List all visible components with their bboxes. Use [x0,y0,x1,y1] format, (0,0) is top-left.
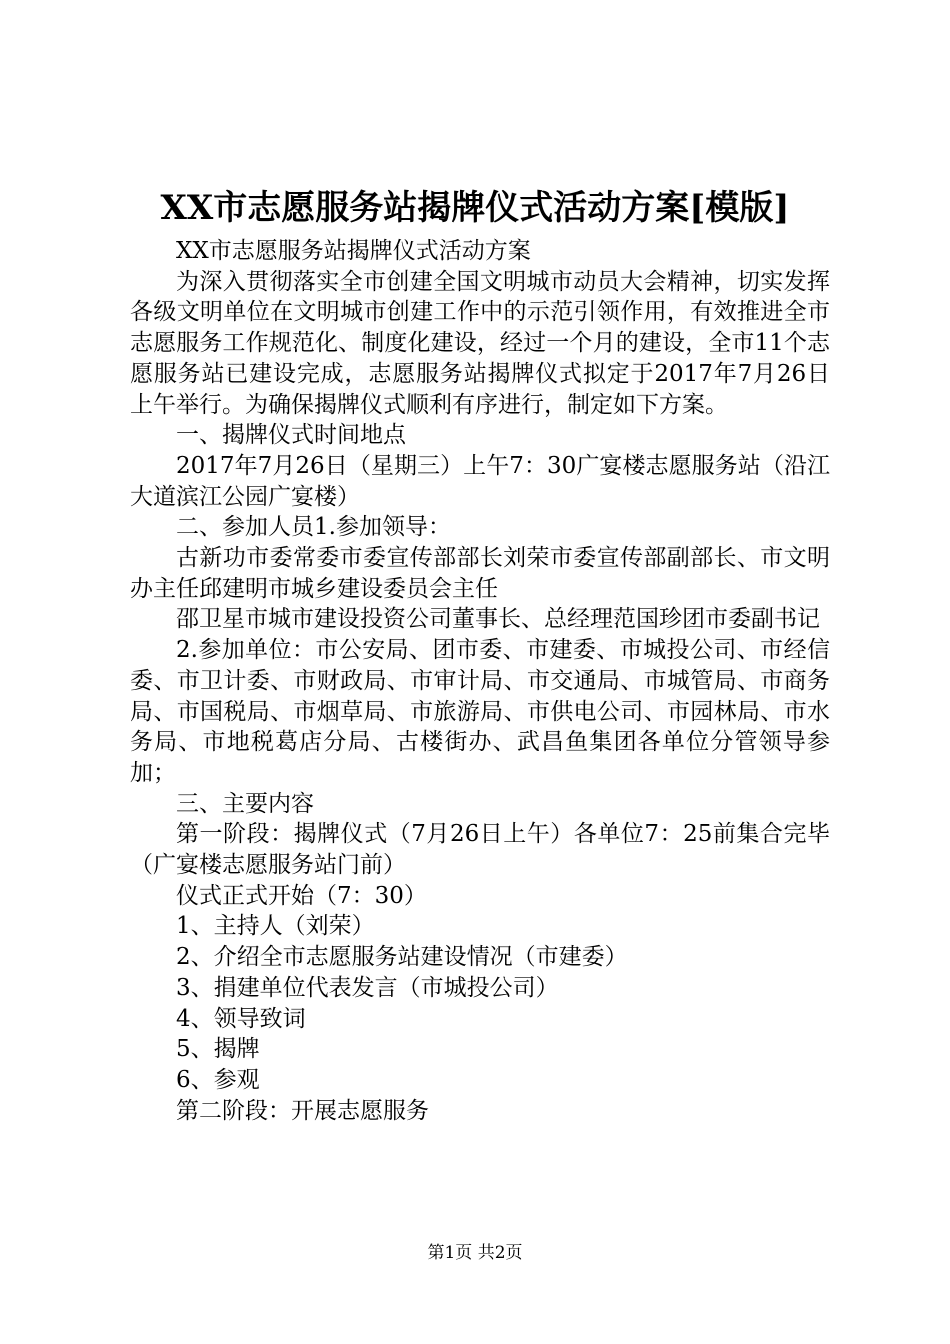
list-item: 4、领导致词 [176,1005,306,1032]
list-item: 3、捐建单位代表发言（市城投公司） [176,974,559,1001]
section-heading-participants: 二、参加人员1.参加领导： [176,514,451,541]
paragraph-leaders-2: 邵卫星市城市建设投资公司董事长、总经理范国珍团市委副书记 [176,606,820,633]
list-item: 5、揭牌 [176,1036,260,1063]
paragraph-units: 2.参加单位：市公安局、团市委、市建委、市城投公司、市经信委、市卫计委、市财政局、市审计局、市交通局、市城管局、市商务局、市国税局、市烟草局、市旅游局、市供电公司、市园林局、市水务局、市地税葛店分局、古楼街办、武昌鱼集团各单位分管领导参加； [130,637,830,786]
list-item: 1、主持人（刘荣） [176,913,375,940]
page-footer: 第1页 共2页 [427,1243,523,1263]
list-item: 2、介绍全市志愿服务站建设情况（市建委） [176,944,628,971]
paragraph-stage-one: 第一阶段：揭牌仪式（7月26日上午）各单位7：25前集合完毕（广宴楼志愿服务站门前） [130,821,830,879]
section-heading-content: 三、主要内容 [176,790,314,817]
list-item: 6、参观 [176,1066,260,1093]
document-title: XX市志愿服务站揭牌仪式活动方案[模版] [160,188,790,228]
document-body [130,236,830,1126]
paragraph-time-place: 2017年7月26日（星期三）上午7：30广宴楼志愿服务站（沿江大道滨江公园广宴楼） [130,452,830,510]
paragraph-subtitle: XX市志愿服务站揭牌仪式活动方案 [176,238,531,264]
paragraph-intro: 为深入贯彻落实全市创建全国文明城市动员大会精神，切实发挥各级文明单位在文明城市创建工作中的示范引领作用，有效推进全市志愿服务工作规范化、制度化建设，经过一个月的建设，全市11个志愿服务站已建设完成，志愿服务站揭牌仪式拟定于2017年7月26日上午举行。为确保揭牌仪式顺利有序进行，制定如下方案。 [130,268,830,418]
paragraph-leaders-1: 古新功市委常委市委宣传部部长刘荣市委宣传部副部长、市文明办主任邱建明市城乡建设委员会主任 [130,545,830,602]
paragraph-stage-two: 第二阶段：开展志愿服务 [176,1097,429,1124]
paragraph-ceremony-start: 仪式正式开始（7：30） [176,882,427,909]
section-heading-time-place: 一、揭牌仪式时间地点 [176,422,406,449]
